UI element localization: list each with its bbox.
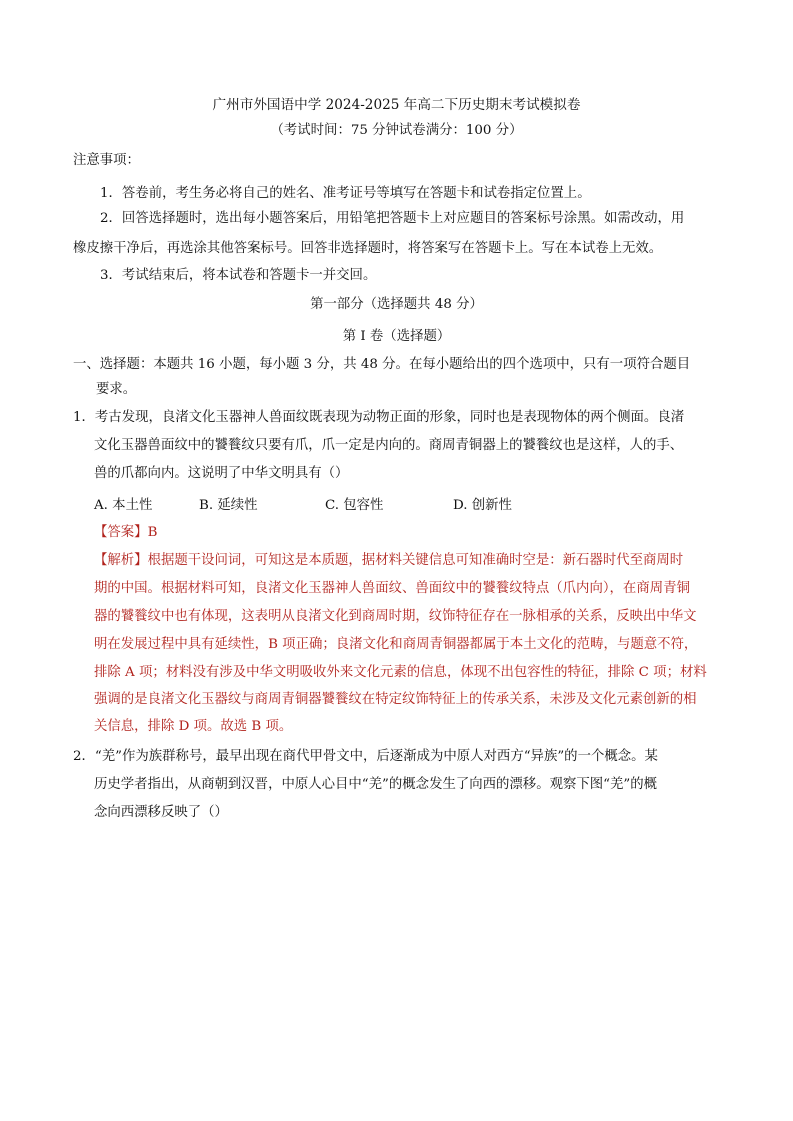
notice-item-3: 3．考试结束后，将本试卷和答题卡一并交回。 xyxy=(100,268,377,283)
q2-stem-line-3: 念向西漂移反映了（） xyxy=(94,805,228,820)
q1-stem-line-1: 1．考古发现，良渚文化玉器神人兽面纹既表现为动物正面的形象，同时也是表现物体的两个侧面。良渚 xyxy=(73,410,685,425)
q1-analysis-line-5: 排除 A 项；材料没有涉及中华文明吸收外来文化元素的信息，体现不出包容性的特征，排除 C 项；材料 xyxy=(94,665,707,680)
q1-analysis-line-3: 器的饕餮纹中也有体现，这表明从良渚文化到商周时期，纹饰特征存在一脉相承的关系，反映出中华文 xyxy=(94,609,697,624)
q2-stem-line-2: 历史学者指出，从商朝到汉晋，中原人心目中“羌”的概念发生了向西的漂移。观察下图“羌”的概 xyxy=(94,777,658,792)
analysis-text-1: 根据题干设问词，可知这是本质题，据材料关键信息可知准确时空是：新石器时代至商周时 xyxy=(147,553,684,568)
section-instructions-cont: 要求。 xyxy=(96,382,137,397)
analysis-label: 【解析】 xyxy=(94,553,148,568)
q1-analysis-line-1 xyxy=(94,552,683,570)
exam-title: 广州市外国语中学 2024-2025 年高二下历史期末考试模拟卷 xyxy=(212,97,581,113)
q1-analysis-line-4: 明在发展过程中具有延续性，B 项正确；良渚文化和商周青铜器都属于本土文化的范畴，与题意不符， xyxy=(94,637,698,652)
section-instructions: 一、选择题：本题共 16 小题，每小题 3 分，共 48 分。在每小题给出的四个选项中，只有一项符合题目 xyxy=(73,357,691,372)
notice-heading: 注意事项： xyxy=(73,153,140,168)
notice-item-2-cont: 橡皮擦干净后，再选涂其他答案标号。回答非选择题时，将答案写在答题卡上。写在本试卷上无效。 xyxy=(73,241,663,256)
exam-subtitle: （考试时间：75 分钟试卷满分：100 分） xyxy=(270,123,523,138)
notice-item-1: 1．答卷前，考生务必将自己的姓名、准考证号等填写在答题卡和试卷指定位置上。 xyxy=(100,186,591,201)
q1-option-b: B. 延续性 xyxy=(199,498,258,513)
answer-label: 【答案】 xyxy=(94,525,148,540)
answer-value: B xyxy=(147,525,158,540)
q2-stem-line-1: 2．“羌”作为族群称号，最早出现在商代甲骨文中，后逐渐成为中原人对西方“异族”的一个概念。某 xyxy=(73,749,658,764)
part-title: 第一部分（选择题共 48 分） xyxy=(310,297,483,312)
q1-option-d: D. 创新性 xyxy=(453,498,512,513)
q1-analysis-line-7: 关信息，排除 D 项。故选 B 项。 xyxy=(94,719,293,734)
volume-title: 第 I 卷（选择题） xyxy=(342,329,451,344)
q1-stem-line-3: 兽的爪都向内。这说明了中华文明具有（） xyxy=(94,466,349,481)
q1-stem-line-2: 文化玉器兽面纹中的饕餮纹只要有爪，爪一定是内向的。商周青铜器上的饕餮纹也是这样，人的手、 xyxy=(94,438,684,453)
notice-item-2: 2．回答选择题时，选出每小题答案后，用铅笔把答题卡上对应题目的答案标号涂黑。如需改动，用 xyxy=(100,211,685,226)
q1-analysis-line-2: 期的中国。根据材料可知，良渚文化玉器神人兽面纹、兽面纹中的饕餮纹特点（爪内向），在商周青铜 xyxy=(94,581,690,596)
q1-option-a: A. 本土性 xyxy=(94,498,153,513)
q1-analysis-line-6: 强调的是良渚文化玉器纹与商周青铜器饕餮纹在特定纹饰特征上的传承关系，未涉及文化元素创新的相 xyxy=(94,692,697,707)
q1-option-c: C. 包容性 xyxy=(325,498,384,513)
q1-answer xyxy=(94,524,157,542)
